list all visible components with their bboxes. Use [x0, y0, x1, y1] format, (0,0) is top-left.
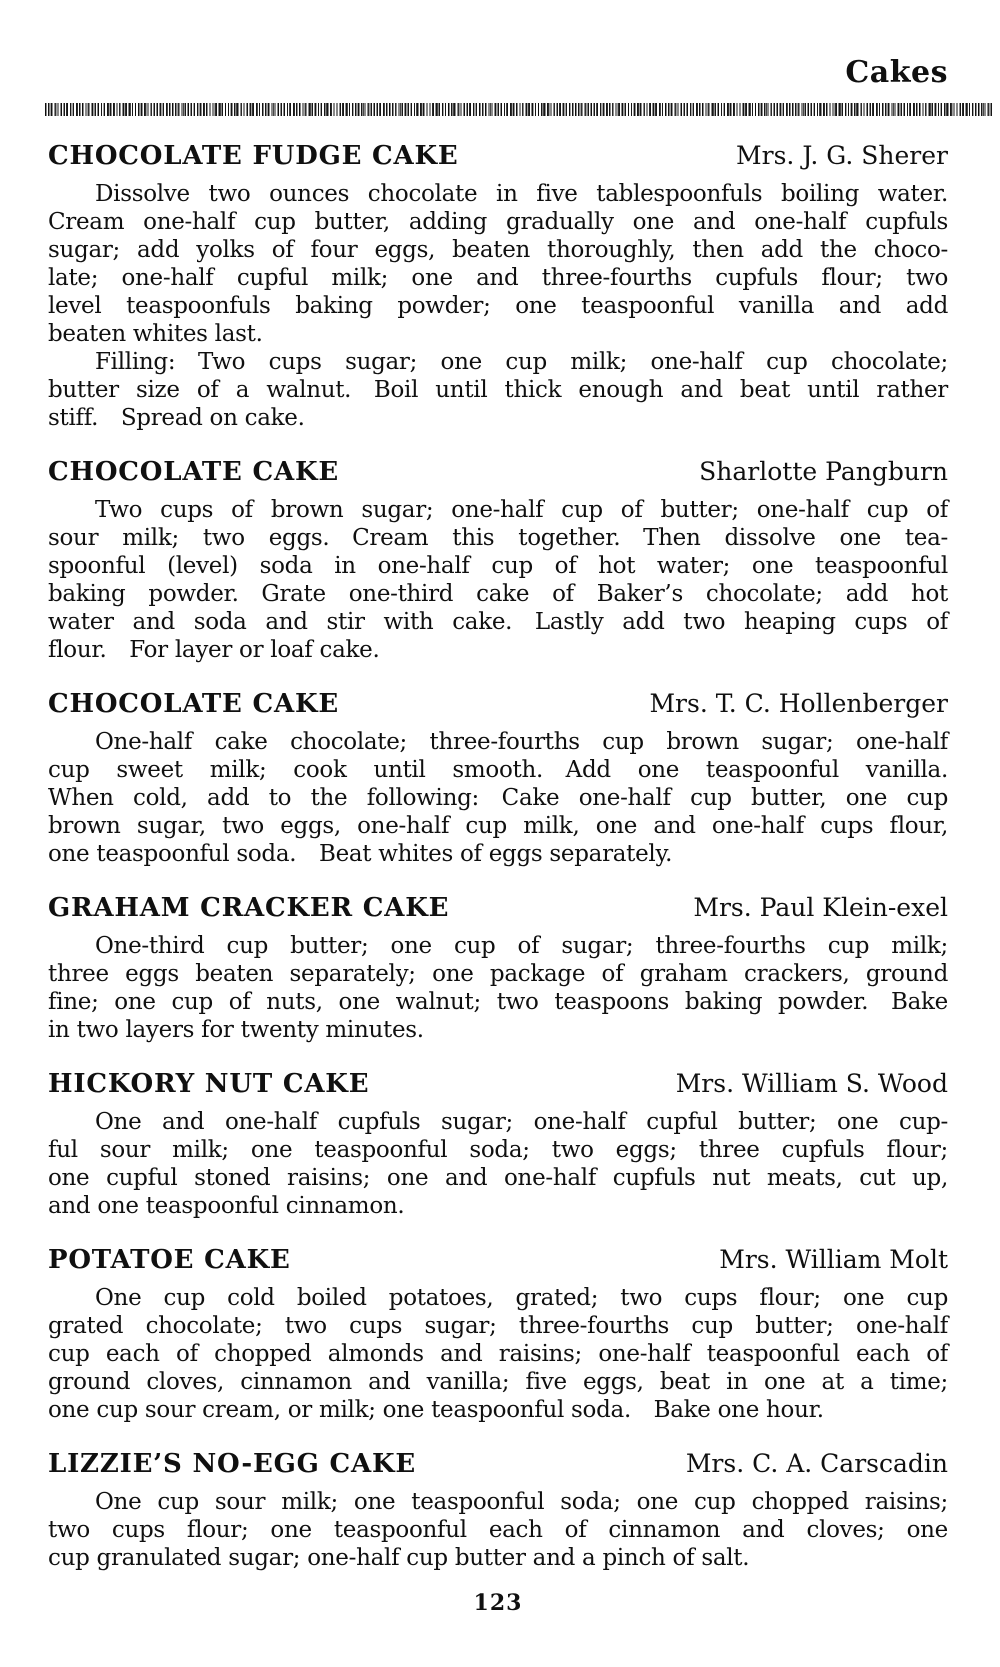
recipe-attribution: Mrs. J. G. Sherer — [736, 141, 948, 170]
recipe-text-line: water and soda and stir with cake. Lastly add two heaping cups of — [48, 609, 948, 635]
recipe-text-line: sour milk; two eggs. Cream this together. Then dissolve one tea- — [48, 525, 948, 551]
recipe-text-line: One cup cold boiled potatoes, grated; two cups flour; one cup — [95, 1285, 948, 1311]
recipe-title: CHOCOLATE FUDGE CAKE — [48, 141, 459, 171]
recipe-text-line: cup granulated sugar; one-half cup butter and a pinch of salt. — [48, 1545, 750, 1571]
recipe-body — [48, 1488, 948, 1572]
recipe-body — [48, 728, 948, 868]
recipe-text-line: One-third cup butter; one cup of sugar; three-fourths cup milk; — [95, 933, 948, 959]
recipe-text-line: beaten whites last. — [48, 321, 263, 347]
recipe-attribution: Mrs. William S. Wood — [675, 1069, 948, 1098]
page-number: 123 — [473, 1590, 523, 1616]
recipe-section — [48, 892, 948, 1044]
recipe-text-line: ground cloves, cinnamon and vanilla; five eggs, beat in one at a time; — [48, 1369, 948, 1395]
recipe-title: CHOCOLATE CAKE — [48, 457, 339, 487]
recipe-text-line: stiff. Spread on cake. — [48, 405, 305, 431]
recipe-body — [48, 932, 948, 1044]
recipe-body — [48, 180, 948, 432]
recipe-text-line: cup sweet milk; cook until smooth. Add one teaspoonful vanilla. — [48, 757, 948, 783]
recipe-title: HICKORY NUT CAKE — [48, 1069, 370, 1099]
recipe-section — [48, 688, 948, 868]
recipe-text-line: flour. For layer or loaf cake. — [48, 637, 380, 663]
recipe-body — [48, 1284, 948, 1424]
recipe-text-line: ful sour milk; one teaspoonful soda; two eggs; three cupfuls flour; — [48, 1137, 948, 1163]
recipe-section — [48, 1068, 948, 1220]
recipe-text-line: late; one-half cupful milk; one and three-fourths cupfuls flour; two — [48, 265, 948, 291]
recipe-text-line: grated chocolate; two cups sugar; three-fourths cup butter; one-half — [48, 1313, 948, 1339]
recipe-header — [48, 1448, 948, 1480]
recipe-title: LIZZIE’S NO-EGG CAKE — [48, 1449, 416, 1479]
recipe-text-line: fine; one cup of nuts, one walnut; two teaspoons baking powder. Bake — [48, 989, 948, 1015]
recipe-text-line: Dissolve two ounces chocolate in five tablespoonfuls boiling water. — [95, 181, 948, 207]
recipe-title: CHOCOLATE CAKE — [48, 689, 339, 719]
recipe-attribution: Mrs. Paul Klein-exel — [693, 893, 948, 922]
recipe-text-line: two cups flour; one teaspoonful each of cinnamon and cloves; one — [48, 1517, 948, 1543]
recipe-header — [48, 1244, 948, 1276]
recipe-attribution: Mrs. William Molt — [719, 1245, 948, 1274]
recipe-body — [48, 1108, 948, 1220]
recipe-list — [48, 140, 948, 1572]
recipe-text-line: in two layers for twenty minutes. — [48, 1017, 424, 1043]
recipe-text-line: One-half cake chocolate; three-fourths cup brown sugar; one-half — [95, 729, 948, 755]
page-header-title: Cakes — [845, 55, 948, 90]
recipe-text-line: baking powder. Grate one-third cake of Baker’s chocolate; add hot — [48, 581, 948, 607]
recipe-section — [48, 456, 948, 664]
recipe-attribution: Mrs. C. A. Carscadin — [685, 1449, 948, 1478]
recipe-text-line: Cream one-half cup butter, adding gradually one and one-half cupfuls — [48, 209, 948, 235]
recipe-text-line: One and one-half cupfuls sugar; one-half cupful butter; one cup- — [95, 1109, 948, 1135]
recipe-text-line: cup each of chopped almonds and raisins; one-half teaspoonful each of — [48, 1341, 948, 1367]
decorative-rule — [45, 103, 993, 116]
recipe-header — [48, 688, 948, 720]
recipe-header — [48, 1068, 948, 1100]
recipe-attribution: Mrs. T. C. Hollenberger — [649, 689, 948, 718]
recipe-text-line: butter size of a walnut. Boil until thick enough and beat until rather — [48, 377, 948, 403]
recipe-attribution: Sharlotte Pangburn — [699, 457, 948, 486]
recipe-text-line: three eggs beaten separately; one package of graham crackers, ground — [48, 961, 948, 987]
recipe-title: GRAHAM CRACKER CAKE — [48, 893, 450, 923]
recipe-section — [48, 1448, 948, 1572]
recipe-title: POTATOE CAKE — [48, 1245, 291, 1275]
recipe-text-line: and one teaspoonful cinnamon. — [48, 1193, 405, 1219]
recipe-text-line: one cupful stoned raisins; one and one-half cupfuls nut meats, cut up, — [48, 1165, 948, 1191]
recipe-body — [48, 496, 948, 664]
recipe-section — [48, 1244, 948, 1424]
recipe-text-line: Filling: Two cups sugar; one cup milk; one-half cup chocolate; — [95, 349, 948, 375]
recipe-text-line: level teaspoonfuls baking powder; one teaspoonful vanilla and add — [48, 293, 948, 319]
recipe-header — [48, 892, 948, 924]
recipe-text-line: sugar; add yolks of four eggs, beaten thoroughly, then add the choco- — [48, 237, 948, 263]
recipe-header — [48, 456, 948, 488]
recipe-text-line: one cup sour cream, or milk; one teaspoonful soda. Bake one hour. — [48, 1397, 824, 1423]
recipe-text-line: spoonful (level) soda in one-half cup of hot water; one teaspoonful — [48, 553, 948, 579]
recipe-text-line: one teaspoonful soda. Beat whites of eggs separately. — [48, 841, 673, 867]
recipe-text-line: brown sugar, two eggs, one-half cup milk, one and one-half cups flour, — [48, 813, 948, 839]
recipe-text-line: One cup sour milk; one teaspoonful soda; one cup chopped raisins; — [95, 1489, 948, 1515]
recipe-header — [48, 140, 948, 172]
recipe-section — [48, 140, 948, 432]
recipe-text-line: When cold, add to the following: Cake one-half cup butter, one cup — [48, 785, 948, 811]
recipe-text-line: Two cups of brown sugar; one-half cup of butter; one-half cup of — [95, 497, 948, 523]
